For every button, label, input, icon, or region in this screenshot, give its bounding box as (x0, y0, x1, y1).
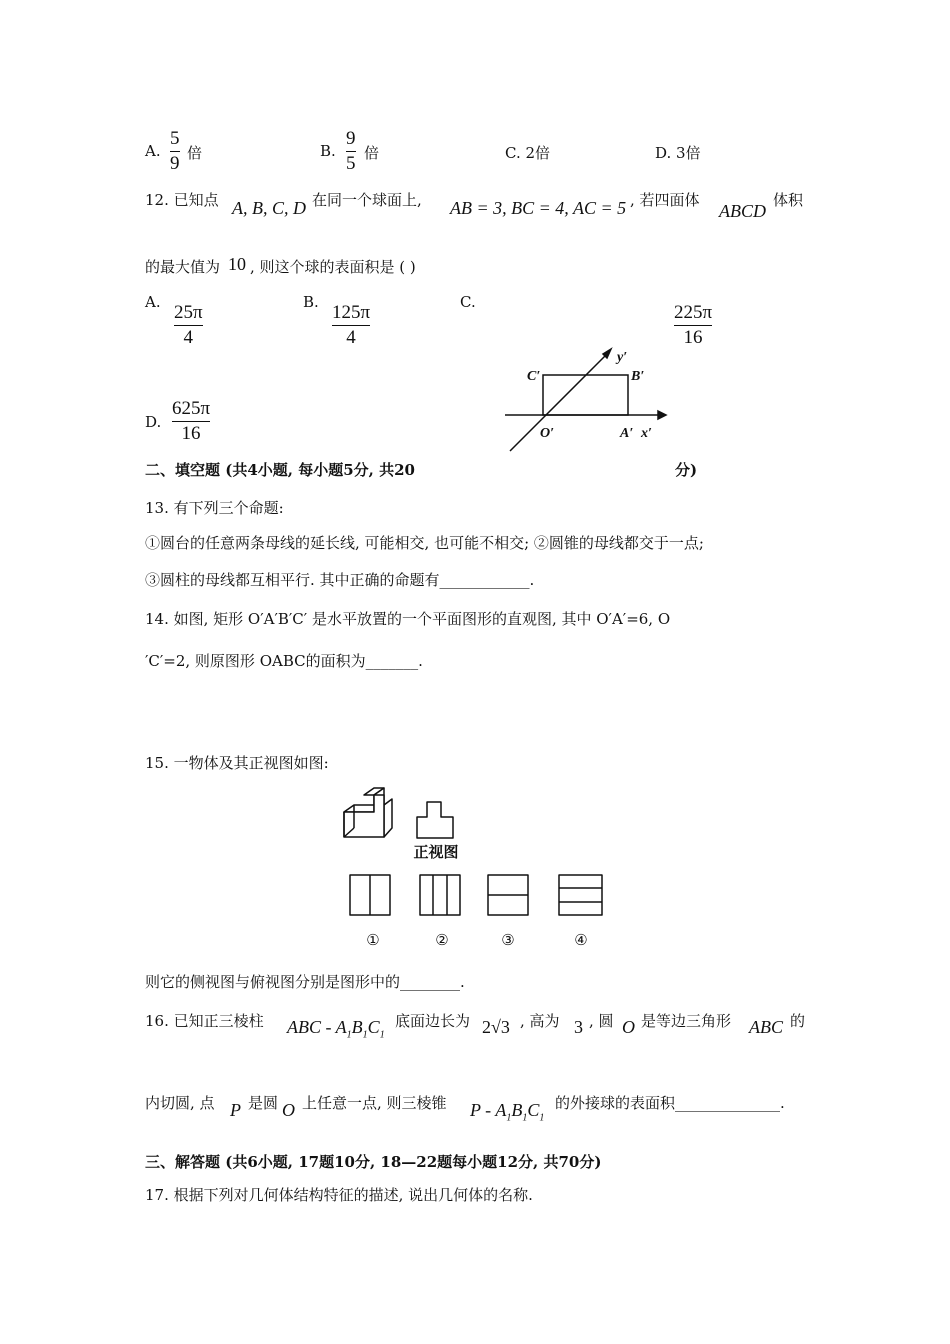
option-3-label: ③ (501, 933, 515, 949)
q16-suffix: 的 (790, 1012, 806, 1030)
q13-line1: ①圆台的任意两条母线的延长线, 可能相交, 也可能不相交; ②圆锥的母线都交于一点; (145, 534, 704, 552)
fraction-denominator: 4 (183, 327, 194, 348)
option-1-label: ① (366, 933, 380, 949)
fraction-denominator: 9 (170, 153, 180, 174)
q12-line2-a: 的最大值为 (145, 258, 221, 276)
q16-mid3: , 圆 (589, 1012, 614, 1030)
y-axis (510, 353, 608, 451)
q12-option-d-fraction (172, 398, 210, 445)
option-2-figure (420, 875, 460, 915)
q12-solid: ABCD (719, 201, 766, 221)
rectangle-oabc (543, 375, 628, 415)
q14-line2: ′C′=2, 则原图形 OABC的面积为_______. (145, 652, 423, 670)
q15-title: 15. 一物体及其正视图如图: (145, 754, 329, 772)
q15-question: 则它的侧视图与俯视图分别是图形中的________. (145, 973, 465, 991)
fraction-numerator: 125π (332, 302, 371, 323)
q12-mid1: 在同一个球面上, (312, 191, 422, 209)
fraction-denominator: 16 (181, 423, 201, 444)
q11-option-b-fraction (346, 128, 356, 175)
q16-circle-2: O (282, 1100, 295, 1120)
q17-text: 17. 根据下列对几何体结构特征的描述, 说出几何体的名称. (145, 1186, 533, 1204)
q13-title: 13. 有下列三个命题: (145, 499, 284, 517)
q16-circle: O (622, 1017, 635, 1037)
q11-option-a-unit: 倍 (187, 144, 203, 162)
q16-mid4: 是等边三角形 (641, 1012, 732, 1030)
option-2-label: ② (435, 933, 449, 949)
front-view-label: 正视图 (413, 843, 459, 861)
q11-option-a-fraction (170, 128, 180, 175)
option-3-figure (488, 875, 528, 915)
q12-option-b-fraction (332, 302, 370, 349)
fraction-numerator: 5 (170, 128, 180, 149)
q11-option-b-unit: 倍 (364, 144, 380, 162)
q16-point: P (230, 1100, 241, 1120)
fraction-denominator: 16 (683, 327, 703, 348)
label-y-prime: y′ (617, 350, 628, 365)
q16-line2-b: 是圆 (248, 1094, 279, 1112)
fraction-denominator: 5 (346, 153, 356, 174)
q14-line1: 14. 如图, 矩形 O′A′B′C′ 是水平放置的一个平面图形的直观图, 其中 O′A′=6, O (145, 610, 671, 628)
option-1-figure (350, 875, 390, 915)
q12-mid2: , 若四面体 (630, 191, 700, 209)
section3-heading: 三、解答题 (共6小题, 17题10分, 18—22题每小题12分, 共70分) (145, 1153, 602, 1171)
q11-option-d: D. 3倍 (655, 144, 701, 162)
label-c-prime: C′ (527, 369, 541, 384)
q16-prefix: 16. 已知正三棱柱 (145, 1012, 264, 1030)
q16-line2-c: 上任意一点, 则三棱锥 (302, 1094, 447, 1112)
q12-prefix: 12. 已知点 (145, 191, 219, 209)
x-axis-arrow (658, 411, 666, 419)
q16-line2-a: 内切圆, 点 (145, 1094, 215, 1112)
fraction-denominator: 4 (346, 327, 356, 348)
q16-mid1: 底面边长为 (395, 1012, 471, 1030)
solid-object (344, 788, 392, 837)
q13-line2: ③圆柱的母线都互相平行. 其中正确的命题有____________. (145, 571, 535, 589)
q12-option-b-label: B. (303, 293, 319, 311)
q16-prism: ABC - $A_1B_1C_1$ (287, 1017, 385, 1041)
fraction-numerator: 625π (172, 398, 211, 419)
q16-pyramid: P - $A_1B_1C_1$ (470, 1100, 545, 1124)
label-x-prime: x′ (641, 426, 652, 441)
oblique-rectangle-figure (500, 345, 670, 455)
section2-heading-end: 分) (675, 461, 698, 479)
q12-option-d-label: D. (145, 413, 162, 431)
q12-lengths: AB = 3, BC = 4, AC = 5 (450, 198, 627, 218)
q16-side-length: 2√3 (482, 1017, 510, 1037)
q12-suffix: 体积 (773, 191, 804, 209)
q11-option-c: C. 2倍 (505, 144, 551, 162)
q16-height: 3 (574, 1017, 583, 1037)
q12-option-c-label: C. (460, 293, 476, 311)
q16-mid2: , 高为 (520, 1012, 560, 1030)
q11-option-b-label: B. (320, 142, 336, 160)
option-4-label: ④ (574, 933, 588, 949)
section2-heading: 二、填空题 (共4小题, 每小题5分, 共20 (145, 461, 415, 479)
fraction-numerator: 225π (674, 302, 713, 323)
fraction-numerator: 25π (174, 302, 203, 323)
q12-points: A, B, C, D (232, 198, 306, 218)
q16-line2-d: 的外接球的表面积______________. (555, 1094, 785, 1112)
label-a-prime: A′ (620, 426, 634, 441)
option-4-figure (559, 875, 602, 915)
front-view-shape (417, 802, 453, 838)
label-b-prime: B′ (631, 369, 645, 384)
q11-option-a-label: A. (145, 142, 161, 160)
q12-option-a-fraction (174, 302, 203, 349)
label-o-prime: O′ (540, 426, 555, 441)
q15-figure (340, 785, 620, 955)
fraction-numerator: 9 (346, 128, 356, 149)
q12-max-value: 10 (228, 254, 246, 274)
q12-option-c-fraction (674, 302, 712, 349)
q16-triangle: ABC (749, 1017, 783, 1037)
q12-line2-b: , 则这个球的表面积是 ( ) (250, 258, 416, 276)
q12-option-a-label: A. (145, 293, 161, 311)
